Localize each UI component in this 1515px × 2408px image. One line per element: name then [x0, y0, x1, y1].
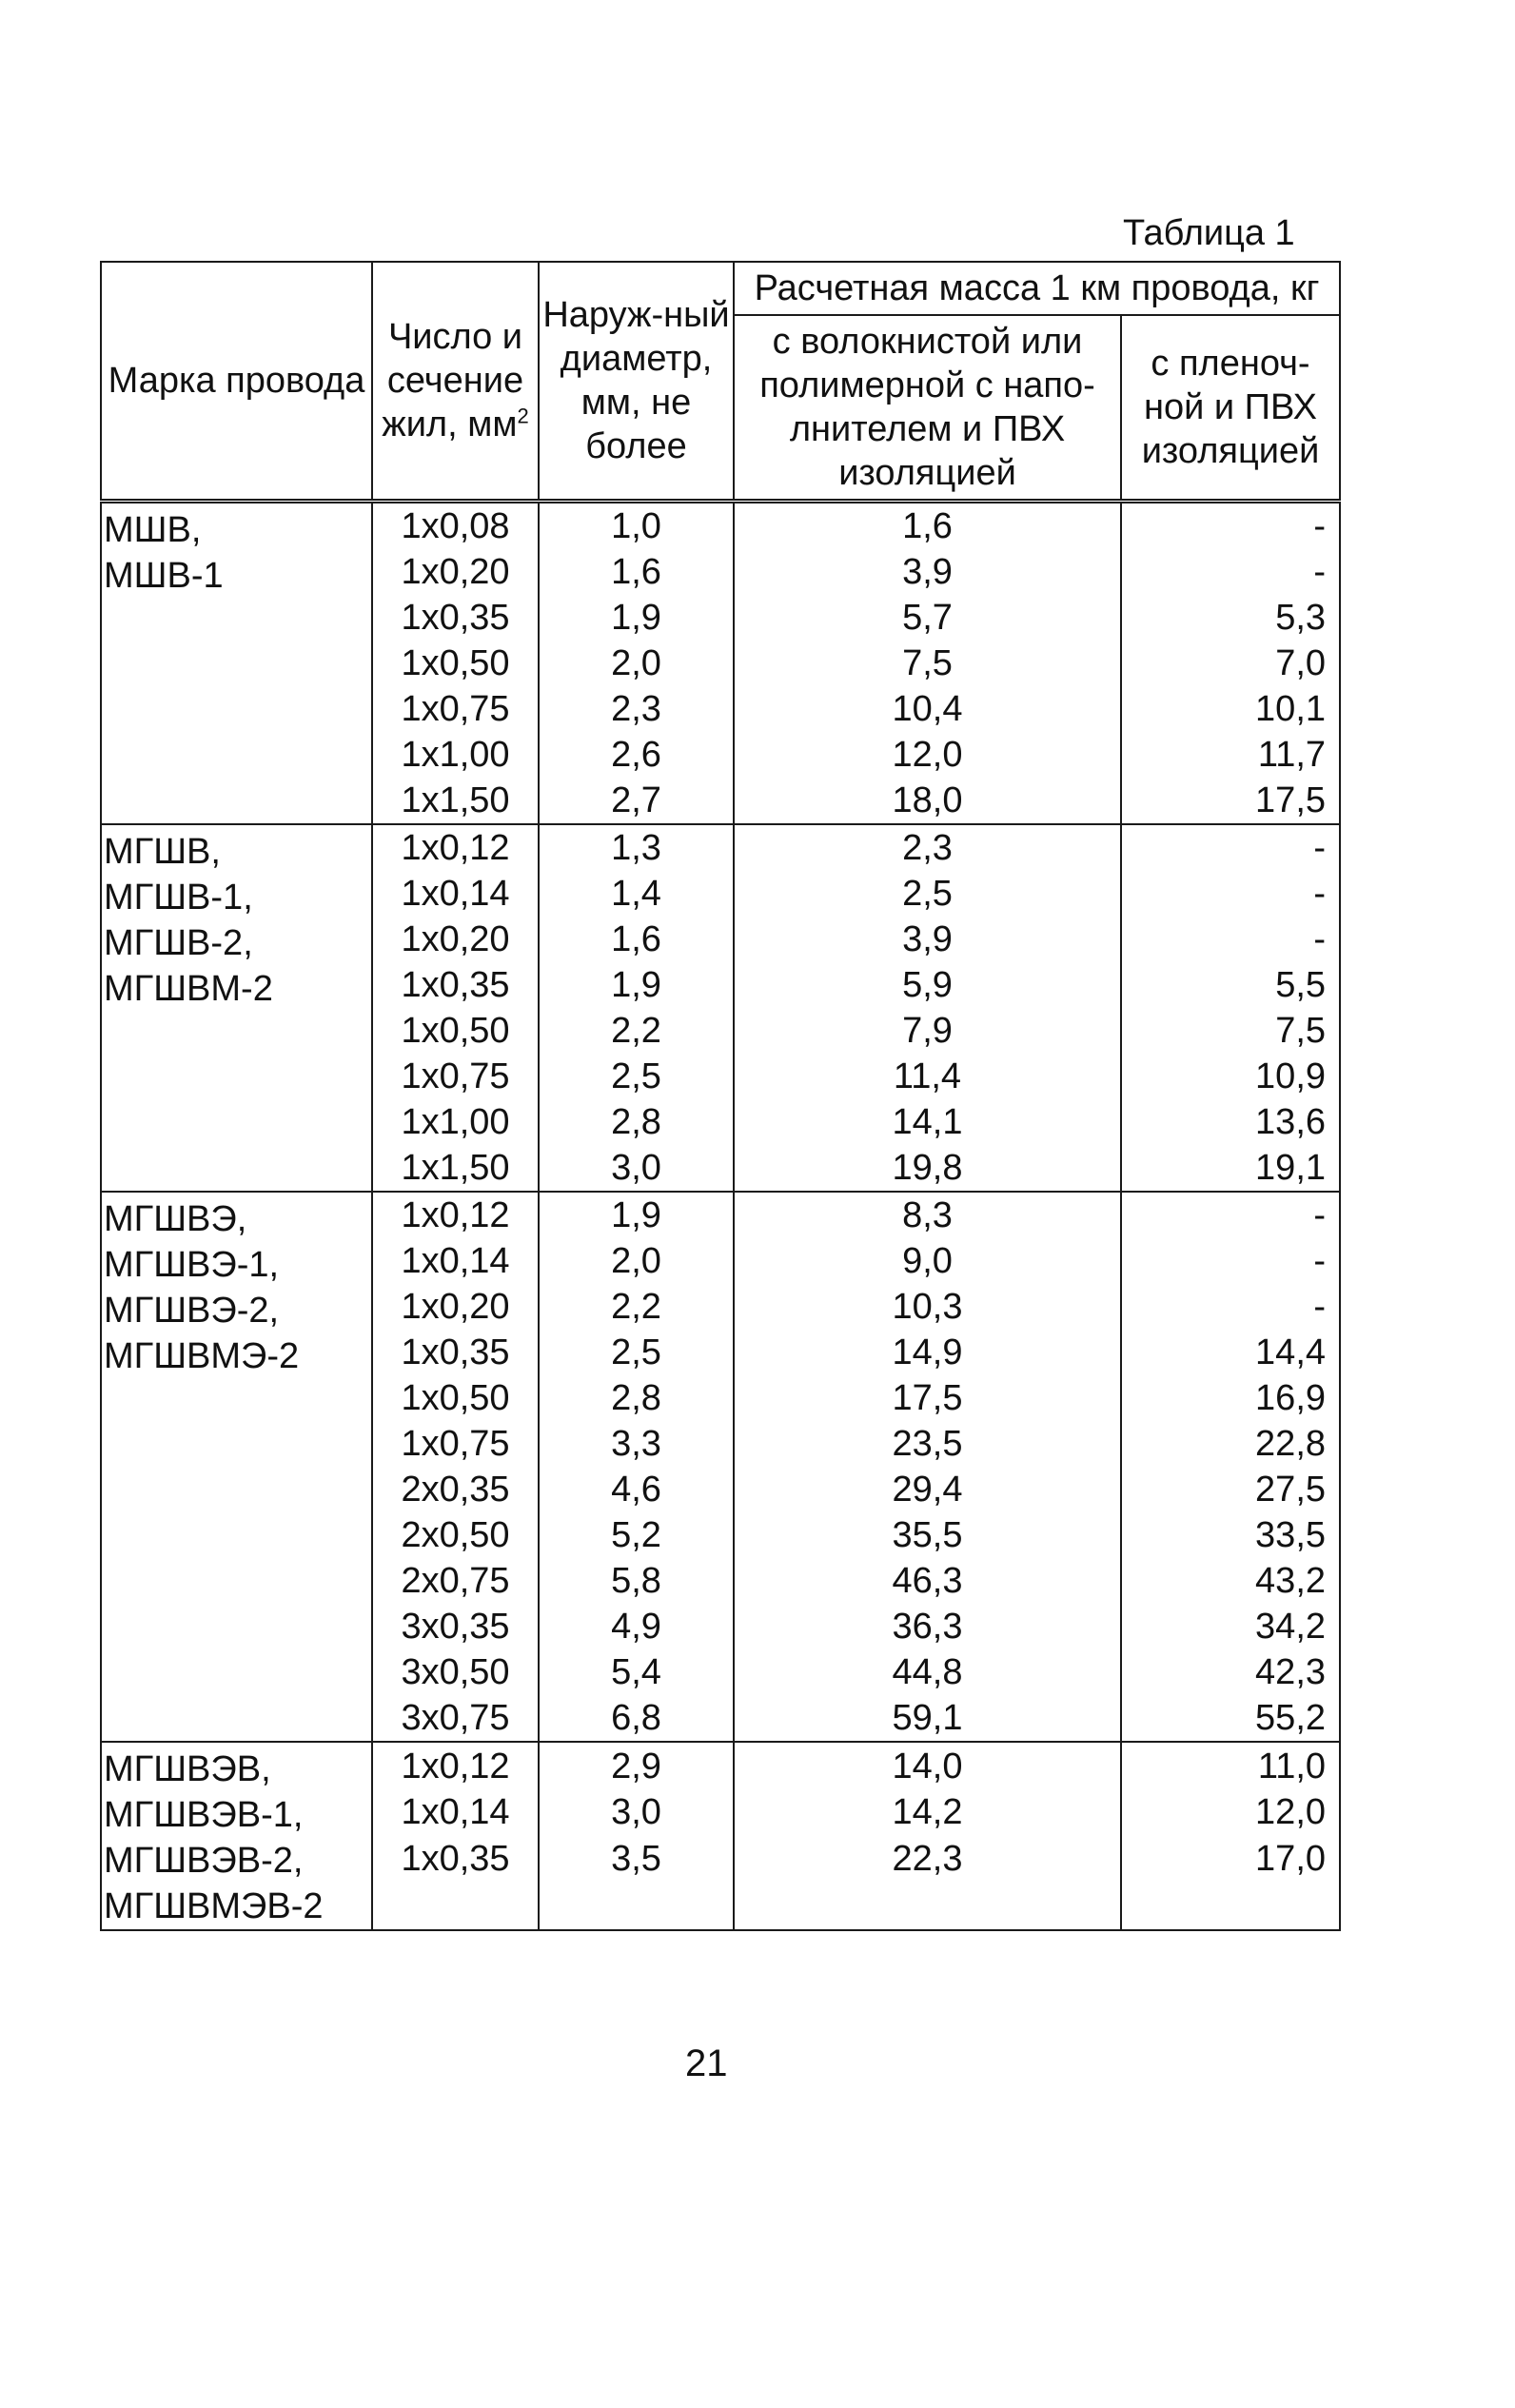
- diameter-cell: 2,8: [539, 1375, 734, 1421]
- mass-fibrous-cell: 2,3: [734, 824, 1121, 871]
- diameter-cell: 2,2: [539, 1008, 734, 1054]
- table-row: [101, 824, 1340, 871]
- brand-cell: [101, 1742, 372, 1930]
- mass-film-cell: 34,2: [1121, 1604, 1340, 1649]
- brand-group: [101, 824, 1340, 1192]
- mass-film-cell: -: [1121, 824, 1340, 871]
- mass-fibrous-cell: 7,5: [734, 641, 1121, 686]
- page-number: 21: [685, 2043, 728, 2084]
- brand-name: МШВ,: [104, 510, 202, 550]
- mass-fibrous-cell: 35,5: [734, 1512, 1121, 1558]
- table-row: [101, 502, 1340, 550]
- cores-cell: 1х0,12: [372, 1742, 539, 1789]
- mass-fibrous-cell: [734, 1883, 1121, 1930]
- diameter-cell: 6,8: [539, 1695, 734, 1742]
- cores-cell: 1х0,20: [372, 917, 539, 962]
- cores-cell: 1х0,75: [372, 1421, 539, 1467]
- header-brand-label: Марка провода: [108, 361, 365, 401]
- table-row: [101, 1742, 1340, 1789]
- cores-cell: 1х0,35: [372, 1330, 539, 1375]
- header-diameter-label: Наруж-ный диаметр, мм, не более: [542, 295, 730, 466]
- mass-film-cell: -: [1121, 502, 1340, 550]
- brand-name: МГШВЭ-1,: [104, 1245, 280, 1285]
- mass-fibrous-cell: 18,0: [734, 778, 1121, 824]
- cores-cell: 1х1,50: [372, 1145, 539, 1192]
- cores-cell: 3х0,50: [372, 1649, 539, 1695]
- cores-cell: 1х0,50: [372, 1375, 539, 1421]
- mass-film-cell: -: [1121, 1192, 1340, 1238]
- mass-film-cell: 7,5: [1121, 1008, 1340, 1054]
- diameter-cell: 2,8: [539, 1099, 734, 1145]
- mass-fibrous-cell: 11,4: [734, 1054, 1121, 1099]
- cores-cell: 2х0,35: [372, 1467, 539, 1512]
- diameter-cell: 2,6: [539, 732, 734, 778]
- mass-fibrous-cell: 22,3: [734, 1836, 1121, 1883]
- mass-film-cell: 10,1: [1121, 686, 1340, 732]
- cores-cell: 1х1,00: [372, 732, 539, 778]
- mass-film-cell: 11,0: [1121, 1742, 1340, 1789]
- header-brand: [101, 262, 372, 502]
- mass-fibrous-cell: 14,0: [734, 1742, 1121, 1789]
- mass-film-cell: 7,0: [1121, 641, 1340, 686]
- mass-fibrous-cell: 29,4: [734, 1467, 1121, 1512]
- diameter-cell: 5,8: [539, 1558, 734, 1604]
- brand-name: МГШВ,: [104, 832, 221, 872]
- brand-name: МГШВЭ,: [104, 1199, 247, 1239]
- wire-mass-table-container: [100, 261, 1341, 1931]
- cores-cell: 1х0,50: [372, 1008, 539, 1054]
- mass-fibrous-cell: 59,1: [734, 1695, 1121, 1742]
- cores-cell: 1х0,08: [372, 502, 539, 550]
- mass-film-cell: -: [1121, 871, 1340, 917]
- brand-name: МГШВМЭ-2: [104, 1336, 300, 1376]
- brand-name: МГШВЭ-2,: [104, 1291, 280, 1331]
- mass-film-cell: 17,5: [1121, 778, 1340, 824]
- table-header: [101, 262, 1340, 502]
- mass-film-cell: 5,3: [1121, 595, 1340, 641]
- brand-name: МГШВЭВ-1,: [104, 1795, 304, 1835]
- diameter-cell: 2,5: [539, 1054, 734, 1099]
- brand-group: [101, 502, 1340, 825]
- wire-mass-table: [100, 261, 1341, 1931]
- mass-fibrous-cell: 14,2: [734, 1789, 1121, 1836]
- cores-cell: 1х0,35: [372, 962, 539, 1008]
- brand-cell: [101, 824, 372, 1192]
- brand-group: [101, 1742, 1340, 1930]
- header-mass-label: Расчетная масса 1 км провода, кг: [754, 268, 1320, 308]
- cores-cell: 1х0,20: [372, 1284, 539, 1330]
- header-mass-film-label: с пленоч-ной и ПВХ изоляцией: [1141, 344, 1320, 471]
- mass-film-cell: 55,2: [1121, 1695, 1340, 1742]
- brand-cell: [101, 1192, 372, 1742]
- mass-film-cell: 5,5: [1121, 962, 1340, 1008]
- cores-cell: 1х0,35: [372, 595, 539, 641]
- diameter-cell: 3,0: [539, 1145, 734, 1192]
- mass-film-cell: -: [1121, 549, 1340, 595]
- table-row: [101, 1192, 1340, 1238]
- mass-fibrous-cell: 7,9: [734, 1008, 1121, 1054]
- mass-film-cell: 12,0: [1121, 1789, 1340, 1836]
- brand-name: МГШВЭВ-2,: [104, 1841, 304, 1881]
- mass-film-cell: 22,8: [1121, 1421, 1340, 1467]
- header-cores: [372, 262, 539, 502]
- cores-cell: [372, 1883, 539, 1930]
- mass-fibrous-cell: 10,3: [734, 1284, 1121, 1330]
- mass-fibrous-cell: 14,1: [734, 1099, 1121, 1145]
- diameter-cell: 5,4: [539, 1649, 734, 1695]
- header-cores-label: Число и сечение жил, мм: [382, 317, 524, 444]
- diameter-cell: 1,9: [539, 1192, 734, 1238]
- cores-cell: 1х1,50: [372, 778, 539, 824]
- mass-fibrous-cell: 3,9: [734, 917, 1121, 962]
- mass-fibrous-cell: 14,9: [734, 1330, 1121, 1375]
- diameter-cell: 4,9: [539, 1604, 734, 1649]
- brand-name: МШВ-1: [104, 556, 224, 596]
- mass-fibrous-cell: 12,0: [734, 732, 1121, 778]
- header-mass: [734, 262, 1340, 315]
- diameter-cell: 2,2: [539, 1284, 734, 1330]
- diameter-cell: 1,9: [539, 595, 734, 641]
- mass-film-cell: 10,9: [1121, 1054, 1340, 1099]
- diameter-cell: 2,9: [539, 1742, 734, 1789]
- mass-fibrous-cell: 5,9: [734, 962, 1121, 1008]
- mass-fibrous-cell: 1,6: [734, 502, 1121, 550]
- mass-fibrous-cell: 36,3: [734, 1604, 1121, 1649]
- diameter-cell: 2,0: [539, 1238, 734, 1284]
- mass-fibrous-cell: 46,3: [734, 1558, 1121, 1604]
- mass-fibrous-cell: 23,5: [734, 1421, 1121, 1467]
- diameter-cell: 1,4: [539, 871, 734, 917]
- diameter-cell: [539, 1883, 734, 1930]
- brand-name: МГШВМ-2: [104, 969, 273, 1009]
- mass-film-cell: 27,5: [1121, 1467, 1340, 1512]
- brand-cell: [101, 502, 372, 825]
- diameter-cell: 4,6: [539, 1467, 734, 1512]
- mass-film-cell: 17,0: [1121, 1836, 1340, 1883]
- mass-film-cell: -: [1121, 917, 1340, 962]
- cores-cell: 1х0,14: [372, 1238, 539, 1284]
- diameter-cell: 1,0: [539, 502, 734, 550]
- brand-group: [101, 1192, 1340, 1742]
- diameter-cell: 2,3: [539, 686, 734, 732]
- brand-name: МГШВМЭВ-2: [104, 1886, 324, 1926]
- diameter-cell: 1,6: [539, 917, 734, 962]
- brand-name: МГШВ-2,: [104, 923, 253, 963]
- mass-film-cell: 14,4: [1121, 1330, 1340, 1375]
- diameter-cell: 1,9: [539, 962, 734, 1008]
- mass-film-cell: [1121, 1883, 1340, 1930]
- mass-film-cell: -: [1121, 1284, 1340, 1330]
- cores-cell: 3х0,35: [372, 1604, 539, 1649]
- brand-name: МГШВ-1,: [104, 878, 253, 918]
- cores-cell: 1х0,75: [372, 686, 539, 732]
- cores-cell: 1х0,14: [372, 1789, 539, 1836]
- diameter-cell: 3,3: [539, 1421, 734, 1467]
- mass-film-cell: 16,9: [1121, 1375, 1340, 1421]
- mass-film-cell: 33,5: [1121, 1512, 1340, 1558]
- cores-cell: 3х0,75: [372, 1695, 539, 1742]
- diameter-cell: 2,5: [539, 1330, 734, 1375]
- diameter-cell: 3,5: [539, 1836, 734, 1883]
- mass-film-cell: 42,3: [1121, 1649, 1340, 1695]
- header-mass-fibrous: [734, 315, 1121, 502]
- mass-fibrous-cell: 9,0: [734, 1238, 1121, 1284]
- mass-fibrous-cell: 44,8: [734, 1649, 1121, 1695]
- mass-film-cell: -: [1121, 1238, 1340, 1284]
- header-cores-superscript: 2: [517, 404, 529, 428]
- header-diameter: [539, 262, 734, 502]
- cores-cell: 1х0,20: [372, 549, 539, 595]
- diameter-cell: 2,0: [539, 641, 734, 686]
- cores-cell: 1х0,12: [372, 824, 539, 871]
- diameter-cell: 2,7: [539, 778, 734, 824]
- mass-fibrous-cell: 8,3: [734, 1192, 1121, 1238]
- mass-fibrous-cell: 3,9: [734, 549, 1121, 595]
- diameter-cell: 3,0: [539, 1789, 734, 1836]
- mass-fibrous-cell: 10,4: [734, 686, 1121, 732]
- cores-cell: 1х0,12: [372, 1192, 539, 1238]
- cores-cell: 1х1,00: [372, 1099, 539, 1145]
- mass-film-cell: 11,7: [1121, 732, 1340, 778]
- cores-cell: 1х0,35: [372, 1836, 539, 1883]
- mass-fibrous-cell: 19,8: [734, 1145, 1121, 1192]
- table-caption: Таблица 1: [1123, 213, 1295, 253]
- mass-film-cell: 19,1: [1121, 1145, 1340, 1192]
- header-mass-fibrous-label: с волокнистой или полимерной с напо-лнителем и ПВХ изоляцией: [759, 322, 1095, 493]
- brand-name: МГШВЭВ,: [104, 1749, 271, 1789]
- mass-fibrous-cell: 17,5: [734, 1375, 1121, 1421]
- diameter-cell: 1,3: [539, 824, 734, 871]
- mass-fibrous-cell: 2,5: [734, 871, 1121, 917]
- diameter-cell: 1,6: [539, 549, 734, 595]
- header-mass-film: [1121, 315, 1340, 502]
- mass-film-cell: 43,2: [1121, 1558, 1340, 1604]
- mass-fibrous-cell: 5,7: [734, 595, 1121, 641]
- cores-cell: 2х0,50: [372, 1512, 539, 1558]
- cores-cell: 1х0,14: [372, 871, 539, 917]
- mass-film-cell: 13,6: [1121, 1099, 1340, 1145]
- cores-cell: 1х0,75: [372, 1054, 539, 1099]
- diameter-cell: 5,2: [539, 1512, 734, 1558]
- cores-cell: 2х0,75: [372, 1558, 539, 1604]
- cores-cell: 1х0,50: [372, 641, 539, 686]
